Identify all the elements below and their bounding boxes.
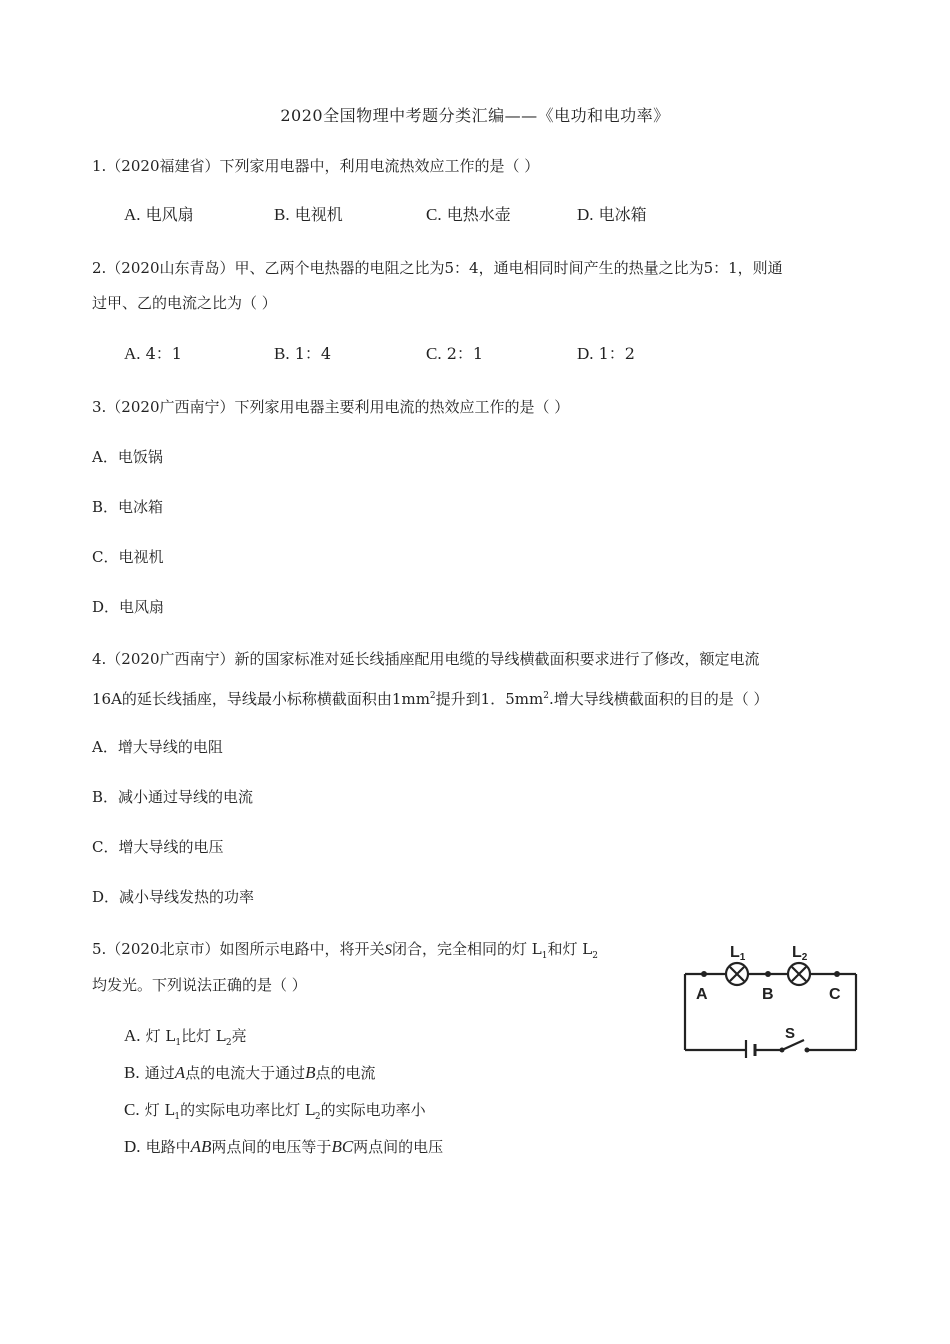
q4-option-c: C．增大导线的电压 [92,838,224,856]
label-l1: L1 [730,944,746,963]
q4-stem-line1: 4.（2020广西南宁）新的国家标准对延长线插座配用电缆的导线横截面积要求进行了修改，额定电流 [92,650,760,668]
label-l2: L2 [792,944,808,963]
q5-option-c: C. 灯 $L_1$的实际电功率比灯 $L_2$的实际电功率小 [124,1100,426,1123]
q1-option-b: B. 电视机 [274,205,343,224]
circuit-diagram [680,940,865,1058]
q1-option-c: C. 电热水壶 [426,205,511,224]
q5-option-b: B. 通过A点的电流大于通过B点的电流 [124,1063,376,1082]
q1-option-a: A. 电风扇 [124,205,194,224]
q2-option-d: D. 1：2 [577,344,635,363]
q2-option-b: B. 1：4 [274,344,332,363]
page-title: 2020全国物理中考题分类汇编——《电功和电功率》 [280,106,670,125]
q3-stem: 3.（2020广西南宁）下列家用电器主要利用电流的热效应工作的是（ ） [92,398,570,416]
q4-option-d: D．减小导线发热的功率 [92,888,255,906]
q2-stem-line2: 过甲、乙的电流之比为（ ） [92,294,277,312]
q2-option-c: C. 2：1 [426,344,484,363]
q1-option-d: D. 电冰箱 [577,205,647,224]
q3-option-b: B．电冰箱 [92,498,164,516]
q2-stem-line1: 2.（2020山东青岛）甲、乙两个电热器的电阻之比为5：4，通电相同时间产生的热量之比为5：1，则通 [92,259,783,277]
q3-option-c: C．电视机 [92,548,164,566]
label-a: A [696,986,708,1003]
q5-option-d: D. 电路中AB两点间的电压等于BC两点间的电压 [124,1137,444,1156]
q5-stem-line1: 5.（2020北京市）如图所示电路中，将开关S闭合，完全相同的灯 $L_1$和灯 $L_2$ [92,940,598,961]
q1-stem: 1.（2020福建省）下列家用电器中，利用电流热效应工作的是（ ） [92,157,540,175]
label-c: C [829,986,841,1003]
node-b [765,971,771,977]
node-a [701,971,707,977]
q4-option-a: A．增大导线的电阻 [92,738,223,756]
q5-stem-line2: 均发光。下列说法正确的是（ ） [92,976,307,994]
label-b: B [762,986,774,1003]
q2-option-a: A. 4：1 [124,344,182,363]
q3-option-d: D．电风扇 [92,598,165,616]
node-c [834,971,840,977]
switch-contact [805,1048,810,1053]
q4-stem-line2: 16A的延长线插座，导线最小标称横截面积由$1mm^2$提升到1．$5mm^2$.增大导线横截面积的目的是（ ） [92,690,769,708]
q5-option-a: A. 灯 $L_1$比灯 $L_2$亮 [124,1026,247,1049]
label-s: S [785,1025,796,1042]
q3-option-a: A．电饭锅 [92,448,163,466]
q4-option-b: B．减小通过导线的电流 [92,788,254,806]
switch-pivot [780,1048,785,1053]
